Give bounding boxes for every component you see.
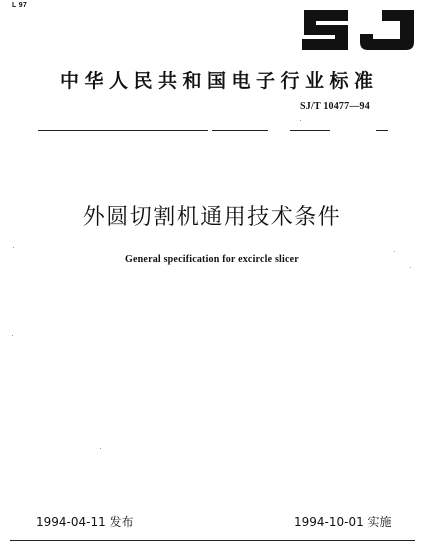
footer-rule xyxy=(10,540,415,541)
header-rule-segment xyxy=(290,130,330,131)
document-title-english: General specification for excircle slicer xyxy=(125,254,299,265)
header-rule-segment xyxy=(212,130,268,131)
logo-letter-j xyxy=(360,10,414,50)
implementation-date: 1994-10-01 实施 xyxy=(294,515,392,529)
scan-speck xyxy=(100,448,101,449)
scan-speck xyxy=(12,335,13,336)
logo-letter-s xyxy=(302,10,348,50)
scan-speck xyxy=(300,120,301,121)
scan-speck xyxy=(410,267,411,268)
classification-code: L 97 xyxy=(12,2,28,9)
sj-logo-graphic xyxy=(296,6,418,54)
scan-speck xyxy=(13,247,14,248)
sj-logo xyxy=(296,6,418,54)
issue-date: 1994-04-11 发布 xyxy=(36,515,134,529)
issuer-title: 中华人民共和国电子行业标准 xyxy=(60,70,379,92)
scan-speck xyxy=(394,251,395,252)
document-title-chinese: 外圆切割机通用技术条件 xyxy=(82,205,342,230)
header-rule-segment xyxy=(38,130,208,131)
header-rule-segment xyxy=(376,130,388,131)
standard-code: SJ/T 10477—94 xyxy=(300,101,370,112)
